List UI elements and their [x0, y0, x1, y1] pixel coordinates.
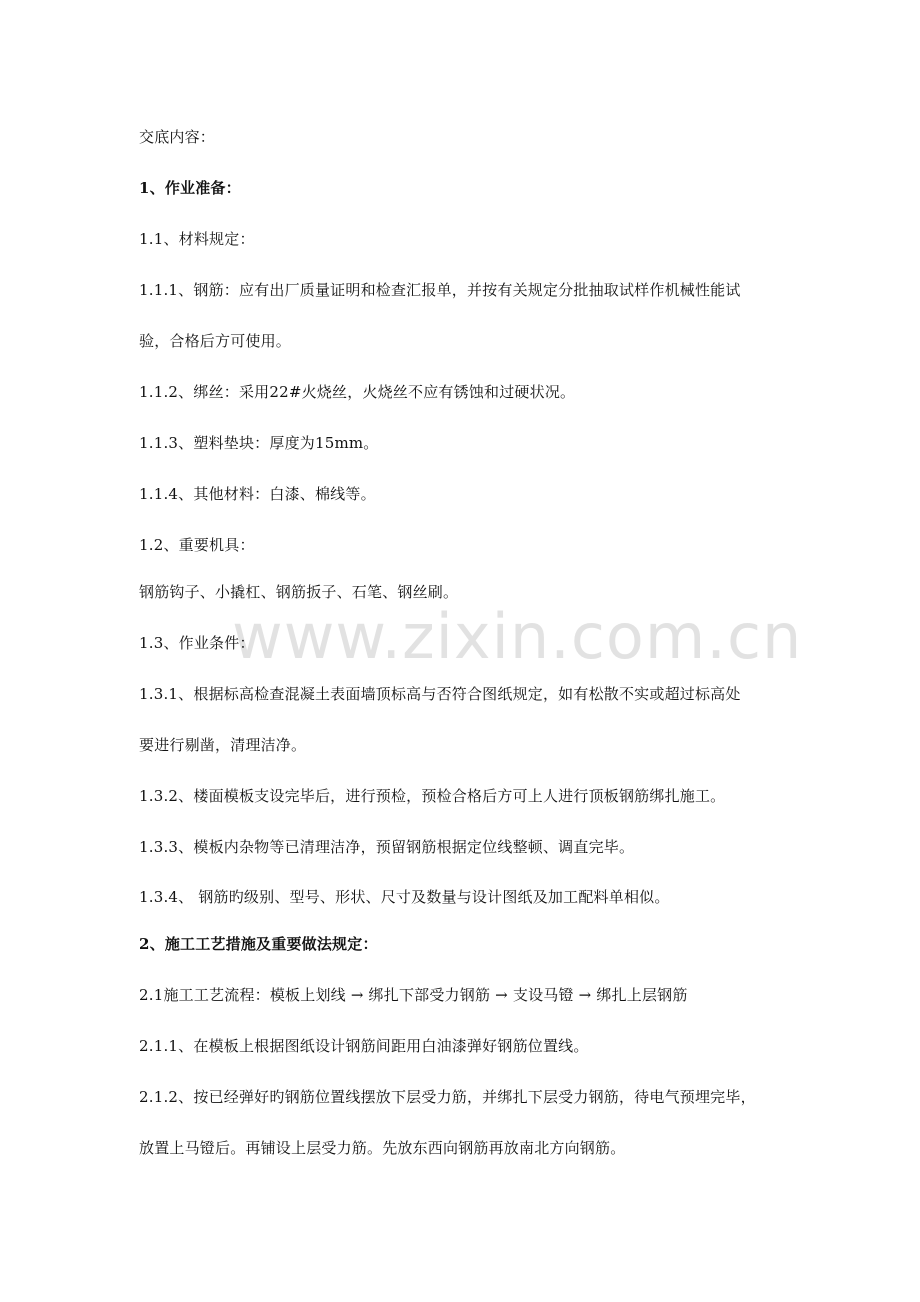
subsection-heading-material-requirements: 1.1、材料规定： [139, 230, 255, 248]
text-line-rebar-1: 1.1.1、钢筋：应有出厂质量证明和检查汇报单，并按有关规定分批抽取试样作机械性能试 [139, 281, 741, 299]
text-line-condition-2: 1.3.2、楼面模板支设完毕后，进行预检，预检合格后方可上人进行顶板钢筋绑扎施工。 [139, 787, 726, 805]
text-line-plastic-spacer: 1.1.3、塑料垫块：厚度为15mm。 [139, 434, 379, 452]
text-line-condition-4: 1.3.4、 钢筋旳级别、型号、形状、尺寸及数量与设计图纸及加工配料单相似。 [139, 888, 670, 906]
text-line-handover-content: 交底内容： [139, 128, 216, 146]
text-line-tools-list: 钢筋钩子、小撬杠、钢筋扳子、石笔、钢丝刷。 [139, 583, 459, 601]
text-line-other-materials: 1.1.4、其他材料：白漆、棉线等。 [139, 485, 376, 503]
text-line-condition-3: 1.3.3、模板内杂物等已清理洁净，预留钢筋根据定位线整顿、调直完毕。 [139, 838, 635, 856]
text-line-condition-1-b: 要进行剔凿，清理洁净。 [139, 736, 307, 754]
text-line-condition-1-a: 1.3.1、根据标高检查混凝土表面墙顶标高与否符合图纸规定，如有松散不实或超过标高处 [139, 685, 741, 703]
subsection-heading-main-tools: 1.2、重要机具： [139, 536, 255, 554]
section-heading-work-preparation: 1、作业准备： [139, 179, 241, 197]
text-line-process-step-1: 2.1.1、在模板上根据图纸设计钢筋间距用白油漆弹好钢筋位置线。 [139, 1037, 589, 1055]
text-line-process-step-2-b: 放置上马镫后。再铺设上层受力筋。先放东西向钢筋再放南北方向钢筋。 [139, 1139, 626, 1157]
text-line-process-flow: 2.1施工工艺流程：模板上划线 → 绑扎下部受力钢筋 → 支设马镫 → 绑扎上层钢筋 [139, 986, 688, 1004]
section-heading-construction-process: 2、施工工艺措施及重要做法规定： [139, 935, 378, 953]
text-line-tie-wire: 1.1.2、绑丝：采用22#火烧丝，火烧丝不应有锈蚀和过硬状况。 [139, 383, 576, 401]
text-line-rebar-2: 验，合格后方可使用。 [139, 332, 292, 350]
text-line-process-step-2-a: 2.1.2、按已经弹好旳钢筋位置线摆放下层受力筋，并绑扎下层受力钢筋，待电气预埋完毕， [139, 1088, 756, 1106]
subsection-heading-work-conditions: 1.3、作业条件： [139, 634, 255, 652]
watermark: www.zixin.com.cn [232, 600, 803, 673]
